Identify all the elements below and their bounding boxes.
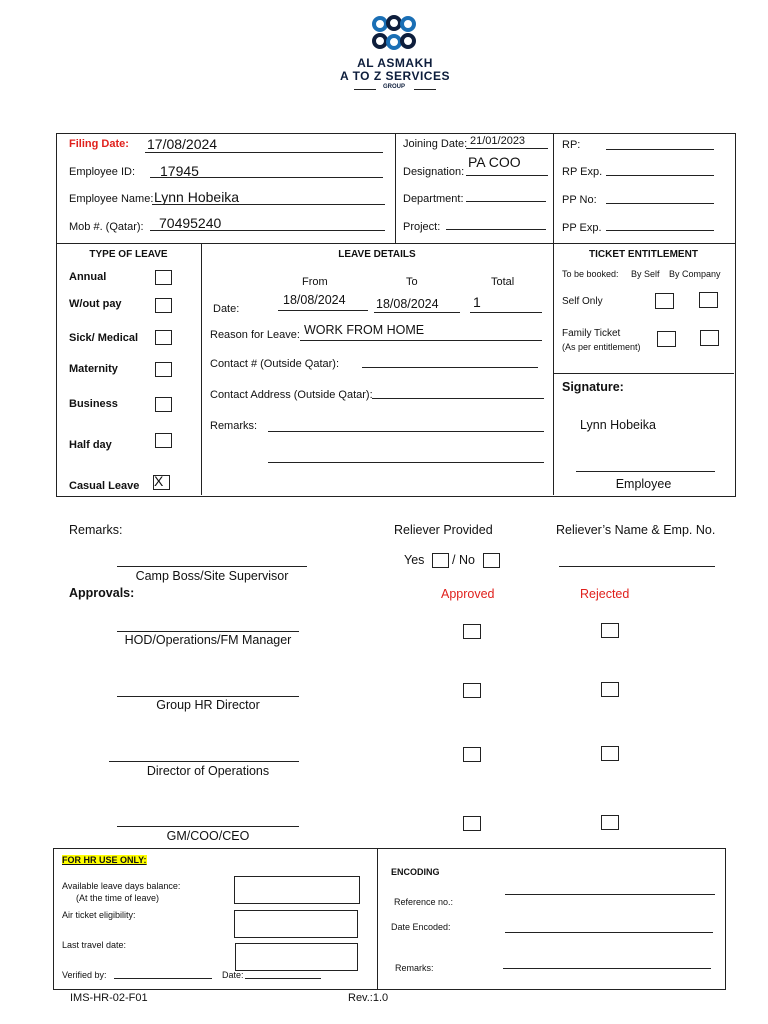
employee-signature-label: Employee	[615, 477, 672, 491]
approver-hr-director-label: Group HR Director	[156, 698, 260, 712]
total-days-value[interactable]: 1	[473, 294, 481, 310]
contact-label: Contact # (Outside Qatar):	[210, 358, 339, 370]
approver-hod-label: HOD/Operations/FM Manager	[124, 633, 292, 647]
pp-no-label: PP No:	[562, 194, 597, 206]
approvals-label: Approvals:	[69, 586, 135, 600]
family-ticket-label: Family Ticket	[562, 328, 621, 339]
designation-label: Designation:	[403, 166, 465, 178]
company-logo-icon	[366, 14, 426, 54]
designation-value[interactable]: PA COO	[468, 154, 521, 170]
last-travel-input[interactable]	[235, 943, 358, 971]
hr-date-label: Date:	[222, 970, 244, 980]
balance-note: (At the time of leave)	[76, 893, 160, 903]
self-only-by-self-checkbox[interactable]	[655, 293, 674, 309]
reliever-provided-label: Reliever Provided	[394, 523, 493, 537]
company-group: GROUP	[382, 84, 405, 90]
no-label: / No	[452, 553, 475, 567]
reliever-yes-checkbox[interactable]	[432, 553, 449, 568]
reason-value[interactable]: WORK FROM HOME	[304, 323, 425, 337]
casual-leave-checkbox[interactable]	[153, 475, 170, 490]
last-travel-label: Last travel date:	[62, 940, 127, 950]
ticket-entitlement-header: TICKET ENTITLEMENT	[589, 249, 698, 260]
mob-value[interactable]: 70495240	[159, 215, 222, 231]
to-date-value[interactable]: 18/08/2024	[376, 297, 439, 311]
leave-type-maternity: Maternity	[69, 363, 118, 375]
employee-id-label: Employee ID:	[69, 166, 136, 178]
date-encoded-label: Date Encoded:	[391, 922, 451, 932]
filing-date-label: Filing Date:	[69, 138, 129, 150]
from-date-value[interactable]: 18/08/2024	[283, 293, 346, 307]
casual-leave-mark: X	[154, 473, 164, 489]
self-only-by-company-checkbox[interactable]	[699, 292, 718, 308]
approver-director-ops-label: Director of Operations	[146, 764, 270, 778]
to-label: To	[406, 276, 418, 288]
reference-no-label: Reference no.:	[394, 897, 454, 907]
hr-director-approved-checkbox[interactable]	[463, 683, 481, 698]
signature-name[interactable]: Lynn Hobeika	[580, 418, 656, 432]
leave-type-wout-pay: W/out pay	[69, 298, 122, 310]
reliever-name-label: Reliever’s Name & Emp. No.	[556, 523, 716, 537]
joining-date-value[interactable]: 21/01/2023	[470, 135, 526, 147]
total-label: Total	[491, 276, 515, 288]
leave-type-half-day: Half day	[69, 439, 112, 451]
rejected-label: Rejected	[580, 587, 630, 601]
balance-label: Available leave days balance:	[62, 881, 181, 891]
remarks-label: Remarks:	[210, 420, 258, 432]
leave-type-business: Business	[69, 398, 118, 410]
hr-use-header: FOR HR USE ONLY:	[62, 855, 147, 865]
from-label: From	[302, 276, 328, 288]
project-label: Project:	[403, 221, 441, 233]
remarks-section-label: Remarks:	[69, 523, 123, 537]
hod-rejected-checkbox[interactable]	[601, 623, 619, 638]
company-name-line2: A TO Z SERVICES	[340, 69, 450, 83]
camp-boss-label: Camp Boss/Site Supervisor	[135, 569, 289, 583]
ticket-eligibility-label: Air ticket eligibility:	[62, 910, 136, 920]
leave-type-casual: Casual Leave	[69, 480, 140, 492]
sick-checkbox[interactable]	[155, 330, 172, 345]
by-self-label: By Self	[631, 269, 660, 279]
mob-label: Mob #. (Qatar):	[69, 221, 144, 233]
hod-approved-checkbox[interactable]	[463, 624, 481, 639]
leave-type-annual: Annual	[69, 271, 107, 283]
leave-type-sick: Sick/ Medical	[69, 332, 139, 344]
director-ops-approved-checkbox[interactable]	[463, 747, 481, 762]
leave-details-header: LEAVE DETAILS	[338, 249, 416, 260]
by-company-label: By Company	[669, 269, 721, 279]
form-code: IMS-HR-02-F01	[70, 992, 148, 1004]
approved-label: Approved	[441, 587, 495, 601]
reason-label: Reason for Leave:	[210, 329, 300, 341]
ticket-eligibility-input[interactable]	[234, 910, 358, 938]
encoding-header: ENCODING	[391, 867, 440, 877]
business-checkbox[interactable]	[155, 397, 172, 412]
approver-gm-label: GM/COO/CEO	[166, 829, 250, 843]
gm-approved-checkbox[interactable]	[463, 816, 481, 831]
self-only-label: Self Only	[562, 296, 603, 307]
department-label: Department:	[403, 193, 464, 205]
to-be-booked-label: To be booked:	[562, 269, 619, 279]
encoding-remarks-label: Remarks:	[395, 963, 434, 973]
reliever-no-checkbox[interactable]	[483, 553, 500, 568]
family-ticket-note: (As per entitlement)	[562, 342, 641, 352]
company-name-line1: AL ASMAKH	[357, 56, 433, 70]
verified-by-label: Verified by:	[62, 970, 107, 980]
rp-label: RP:	[562, 139, 581, 151]
gm-rejected-checkbox[interactable]	[601, 815, 619, 830]
type-of-leave-header: TYPE OF LEAVE	[89, 249, 168, 260]
family-by-company-checkbox[interactable]	[700, 330, 719, 346]
hr-director-rejected-checkbox[interactable]	[601, 682, 619, 697]
yes-label: Yes	[404, 553, 425, 567]
signature-label: Signature:	[562, 380, 624, 394]
form-revision: Rev.:1.0	[348, 992, 389, 1004]
wout-pay-checkbox[interactable]	[155, 298, 172, 313]
joining-date-label: Joining Date:	[403, 138, 468, 150]
maternity-checkbox[interactable]	[155, 362, 172, 377]
director-ops-rejected-checkbox[interactable]	[601, 746, 619, 761]
address-label: Contact Address (Outside Qatar):	[210, 389, 373, 401]
annual-checkbox[interactable]	[155, 270, 172, 285]
rp-exp-label: RP Exp.	[562, 166, 603, 178]
pp-exp-label: PP Exp.	[562, 222, 602, 234]
employee-name-value[interactable]: Lynn Hobeika	[154, 189, 240, 205]
employee-name-label: Employee Name:	[69, 193, 154, 205]
family-by-self-checkbox[interactable]	[657, 331, 676, 347]
logo-divider	[414, 89, 436, 90]
employee-id-value[interactable]: 17945	[160, 163, 199, 179]
date-label: Date:	[213, 303, 240, 315]
logo-divider	[354, 89, 376, 90]
filing-date-value[interactable]: 17/08/2024	[147, 136, 218, 152]
half-day-checkbox[interactable]	[155, 433, 172, 448]
balance-input[interactable]	[234, 876, 360, 904]
